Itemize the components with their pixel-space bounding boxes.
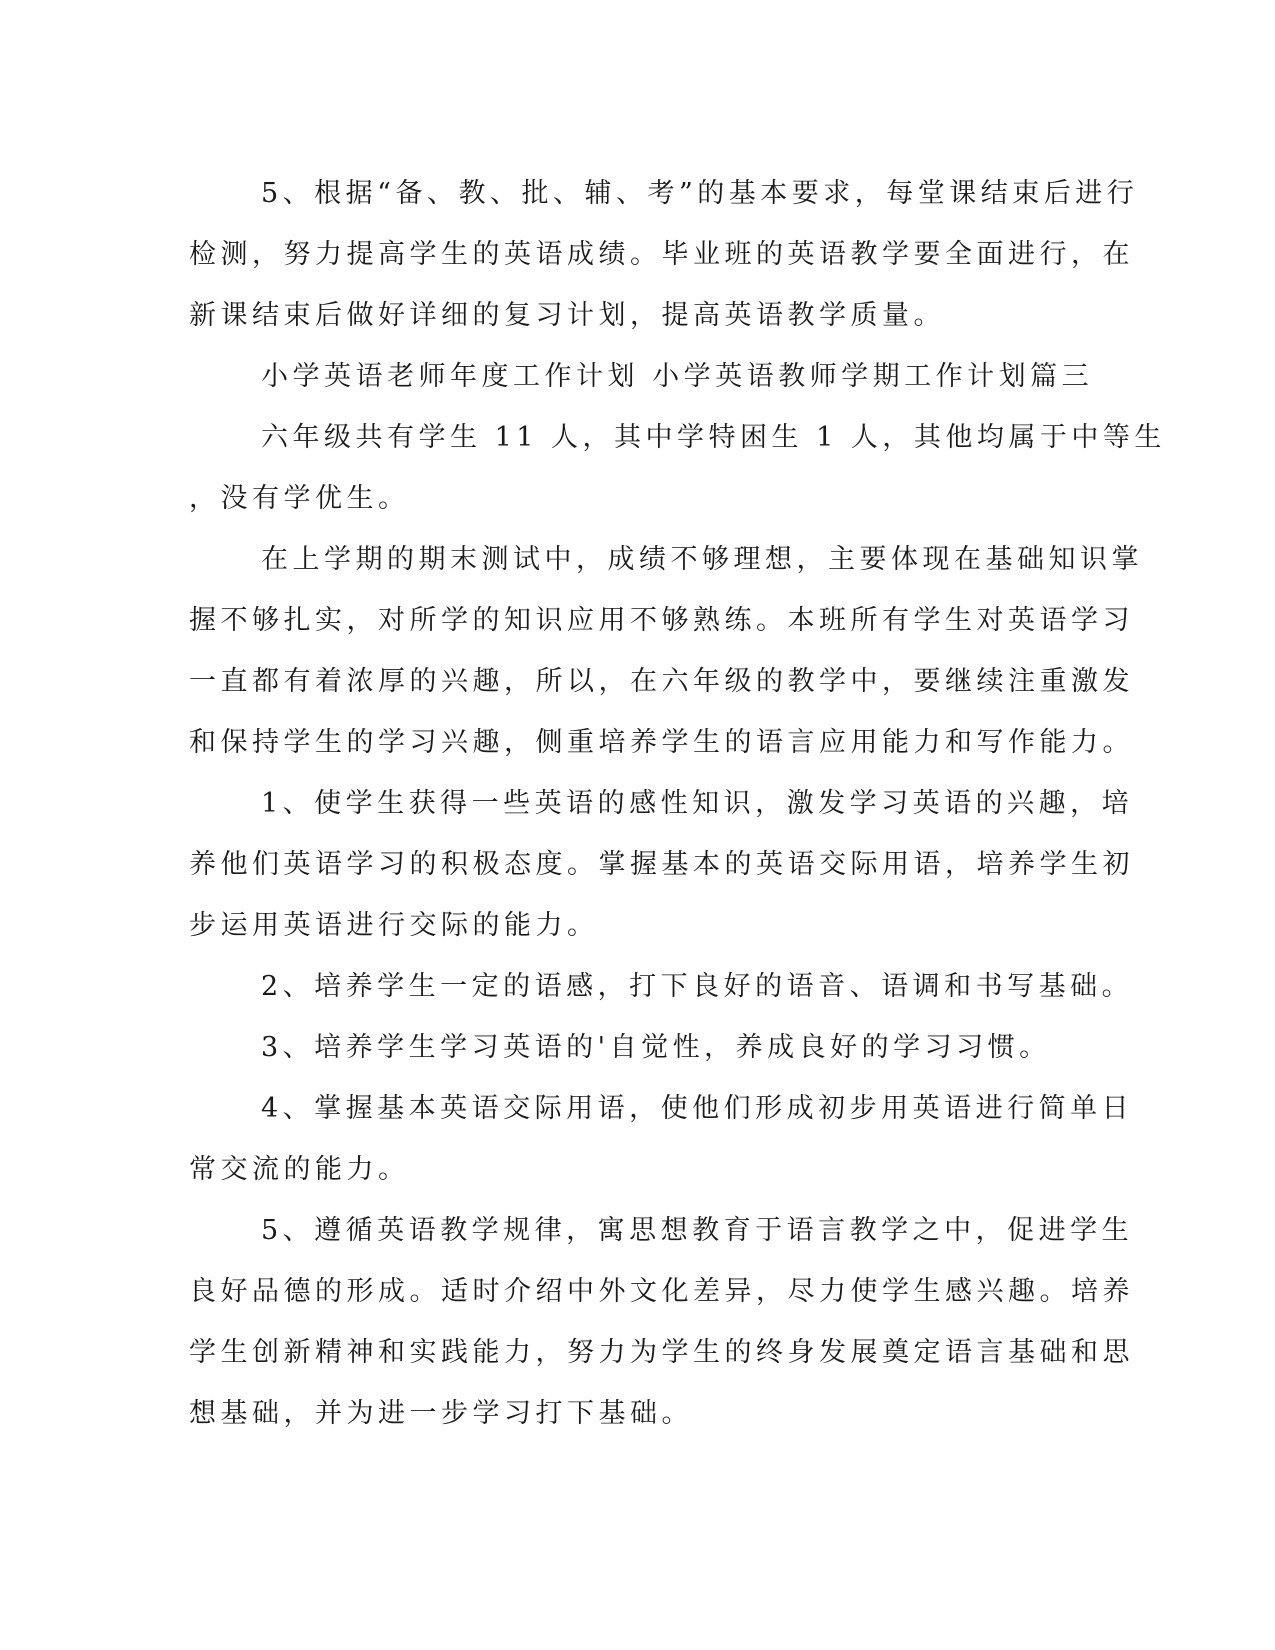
text-line: 新课结束后做好详细的复习计划，提高英语教学质量。	[189, 300, 945, 331]
text-line: 5、遵循英语教学规律，寓思想教育于语言教学之中，促进学生	[261, 1215, 1134, 1246]
text-line: 握不够扎实，对所学的知识应用不够熟练。本班所有学生对英语学习	[189, 605, 1134, 636]
text-line: 1、使学生获得一些英语的感性知识，激发学习英语的兴趣，培	[261, 788, 1134, 819]
text-line: 和保持学生的学习兴趣，侧重培养学生的语言应用能力和写作能力。	[189, 727, 1134, 758]
text-line: 良好品德的形成。适时介绍中外文化差异，尽力使学生感兴趣。培养	[189, 1276, 1134, 1307]
text-line: 常交流的能力。	[189, 1154, 410, 1185]
text-line: 2、培养学生一定的语感，打下良好的语音、语调和书写基础。	[261, 971, 1134, 1002]
text-line: 在上学期的期末测试中，成绩不够理想，主要体现在基础知识掌	[261, 544, 1143, 575]
text-line: 学生创新精神和实践能力，努力为学生的终身发展奠定语言基础和思	[189, 1337, 1134, 1368]
text-line: 4、掌握基本英语交际用语，使他们形成初步用英语进行简单日	[261, 1093, 1134, 1124]
text-line: 5、根据“备、教、批、辅、考”的基本要求，每堂课结束后进行	[261, 178, 1139, 209]
text-line: 3、培养学生学习英语的'自觉性，养成良好的学习习惯。	[261, 1032, 1051, 1063]
text-line: 小学英语老师年度工作计划 小学英语教师学期工作计划篇三	[261, 361, 1094, 392]
text-line: 养他们英语学习的积极态度。掌握基本的英语交际用语，培养学生初	[189, 849, 1134, 880]
text-line: 检测，努力提高学生的英语成绩。毕业班的英语教学要全面进行，在	[189, 239, 1134, 270]
text-line: 步运用英语进行交际的能力。	[189, 910, 599, 941]
text-line: ，没有学优生。	[189, 483, 410, 514]
text-line: 想基础，并为进一步学习打下基础。	[189, 1398, 693, 1429]
document-body	[189, 163, 1166, 1444]
text-line: 六年级共有学生 11 人，其中学特困生 1 人，其他均属于中等生	[261, 422, 1166, 453]
text-line: 一直都有着浓厚的兴趣，所以，在六年级的教学中，要继续注重激发	[189, 666, 1134, 697]
